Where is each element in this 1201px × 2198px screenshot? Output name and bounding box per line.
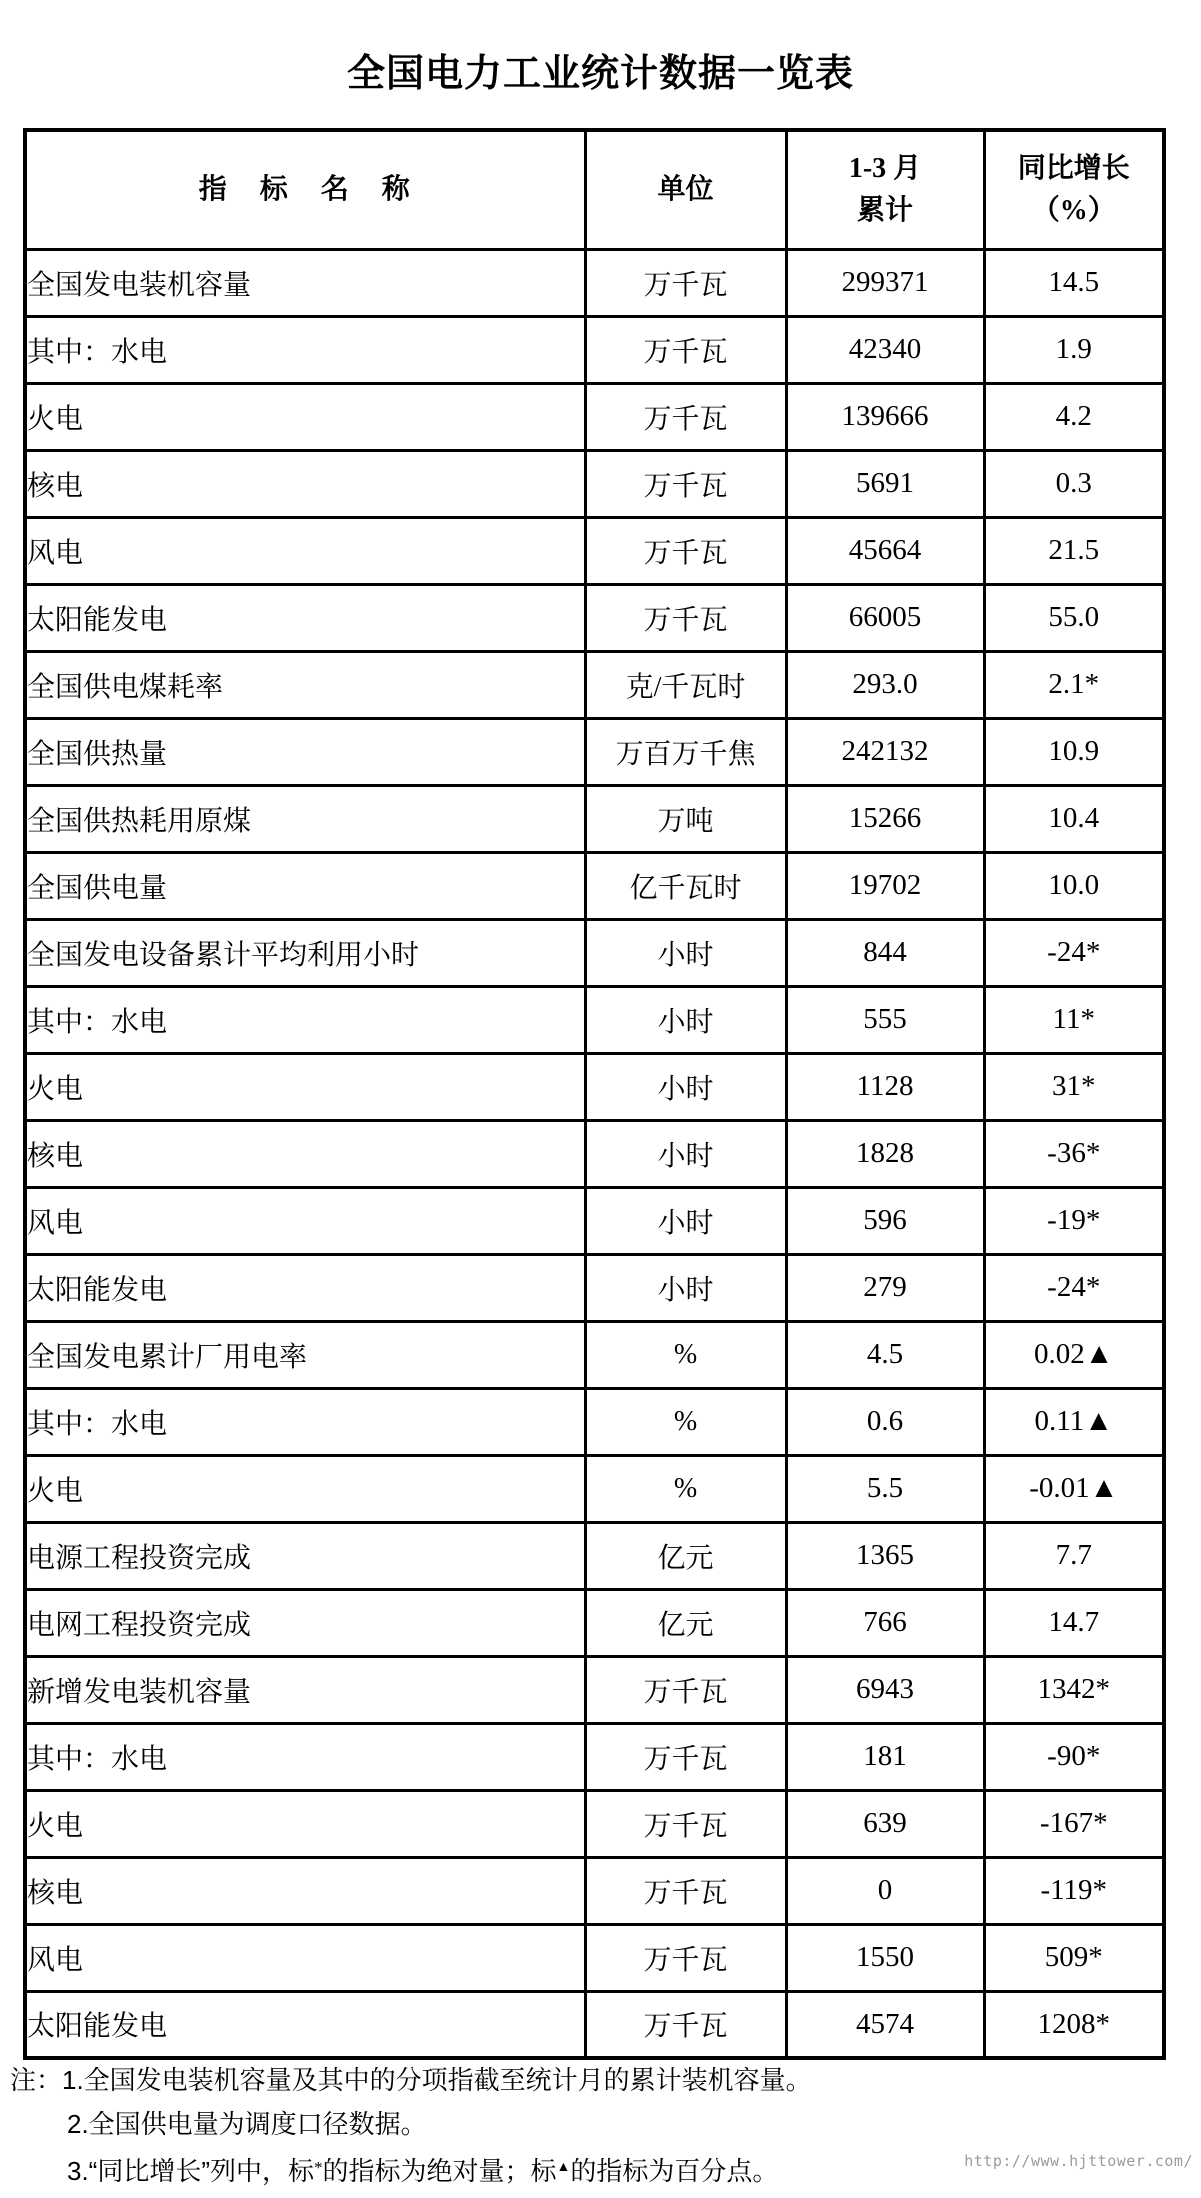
table-row <box>25 852 1164 919</box>
table-row <box>25 1455 1164 1522</box>
indicator-cell: 其中：水电 <box>25 316 585 383</box>
triangle-marker: ▲ <box>556 2160 571 2175</box>
indicator-cell: 全国发电装机容量 <box>25 249 585 316</box>
growth-cell: -24* <box>984 919 1164 986</box>
table-body <box>25 249 1164 2058</box>
indicator-cell: 全国发电累计厂用电率 <box>25 1321 585 1388</box>
value-cell: 181 <box>786 1723 984 1790</box>
indicator-cell: 其中：水电 <box>25 1388 585 1455</box>
value-cell: 1550 <box>786 1924 984 1991</box>
growth-cell: 7.7 <box>984 1522 1164 1589</box>
header-indicator-name: 指 标 名 称 <box>25 130 585 249</box>
value-cell: 596 <box>786 1187 984 1254</box>
unit-cell: % <box>585 1321 786 1388</box>
indicator-cell: 风电 <box>25 517 585 584</box>
header-period-line1: 1-3 月 <box>848 152 922 184</box>
growth-cell: 14.5 <box>984 249 1164 316</box>
indicator-cell: 火电 <box>25 383 585 450</box>
unit-cell: 万千瓦 <box>585 450 786 517</box>
growth-cell: 0.02▲ <box>984 1321 1164 1388</box>
value-cell: 844 <box>786 919 984 986</box>
growth-cell: 55.0 <box>984 584 1164 651</box>
table-row <box>25 718 1164 785</box>
notes-section <box>10 2058 1110 2190</box>
unit-cell: 万千瓦 <box>585 1790 786 1857</box>
note3-text: 的指标为绝对量；标 <box>322 2156 557 2186</box>
value-cell: 42340 <box>786 316 984 383</box>
growth-cell: 31* <box>984 1053 1164 1120</box>
indicator-cell: 全国供电量 <box>25 852 585 919</box>
unit-cell: 亿元 <box>585 1522 786 1589</box>
value-cell: 639 <box>786 1790 984 1857</box>
table-row <box>25 1589 1164 1656</box>
value-cell: 555 <box>786 986 984 1053</box>
table-row <box>25 986 1164 1053</box>
indicator-cell: 风电 <box>25 1924 585 1991</box>
growth-cell: 10.0 <box>984 852 1164 919</box>
indicator-cell: 核电 <box>25 1857 585 1924</box>
value-cell: 1128 <box>786 1053 984 1120</box>
table-row <box>25 383 1164 450</box>
growth-cell: 10.9 <box>984 718 1164 785</box>
unit-cell: 小时 <box>585 986 786 1053</box>
header-growth-line1: 同比增长 <box>1017 152 1130 184</box>
table-row <box>25 1053 1164 1120</box>
unit-cell: 万千瓦 <box>585 1924 786 1991</box>
growth-cell: 11* <box>984 986 1164 1053</box>
indicator-cell: 其中：水电 <box>25 986 585 1053</box>
growth-cell: -90* <box>984 1723 1164 1790</box>
indicator-cell: 太阳能发电 <box>25 1991 585 2058</box>
note-line-2: 2.全国供电量为调度口径数据。 <box>67 2109 427 2139</box>
indicator-cell: 全国供热耗用原煤 <box>25 785 585 852</box>
value-cell: 242132 <box>786 718 984 785</box>
growth-cell: 0.3 <box>984 450 1164 517</box>
indicator-cell: 电源工程投资完成 <box>25 1522 585 1589</box>
indicator-cell: 核电 <box>25 1120 585 1187</box>
value-cell: 766 <box>786 1589 984 1656</box>
growth-cell: -19* <box>984 1187 1164 1254</box>
note3-text: 的指标为百分点。 <box>570 2156 779 2186</box>
value-cell: 6943 <box>786 1656 984 1723</box>
table-row <box>25 1254 1164 1321</box>
table-row <box>25 584 1164 651</box>
table-row <box>25 316 1164 383</box>
table-row <box>25 1991 1164 2058</box>
table-row <box>25 1656 1164 1723</box>
indicator-cell: 全国发电设备累计平均利用小时 <box>25 919 585 986</box>
unit-cell: 万千瓦 <box>585 584 786 651</box>
header-period <box>786 130 984 249</box>
indicator-cell: 核电 <box>25 450 585 517</box>
value-cell: 1828 <box>786 1120 984 1187</box>
header-growth-line2: （%） <box>1031 194 1116 226</box>
growth-cell: 1.9 <box>984 316 1164 383</box>
indicator-cell: 电网工程投资完成 <box>25 1589 585 1656</box>
value-cell: 293.0 <box>786 651 984 718</box>
indicator-cell: 新增发电装机容量 <box>25 1656 585 1723</box>
growth-cell: -119* <box>984 1857 1164 1924</box>
table-row <box>25 450 1164 517</box>
header-period-line2: 累计 <box>856 194 913 226</box>
table-row <box>25 249 1164 316</box>
unit-cell: 小时 <box>585 1120 786 1187</box>
value-cell: 139666 <box>786 383 984 450</box>
unit-cell: 万千瓦 <box>585 316 786 383</box>
table-row <box>25 1388 1164 1455</box>
value-cell: 299371 <box>786 249 984 316</box>
value-cell: 0.6 <box>786 1388 984 1455</box>
value-cell: 15266 <box>786 785 984 852</box>
growth-cell: 509* <box>984 1924 1164 1991</box>
unit-cell: 亿元 <box>585 1589 786 1656</box>
growth-cell: 14.7 <box>984 1589 1164 1656</box>
note3-text: 3.“同比增长”列中，标 <box>67 2156 315 2186</box>
value-cell: 66005 <box>786 584 984 651</box>
page-title: 全国电力工业统计数据一览表 <box>346 53 854 95</box>
stats-table <box>23 128 1166 2060</box>
indicator-cell: 其中：水电 <box>25 1723 585 1790</box>
unit-cell: 万千瓦 <box>585 1723 786 1790</box>
table-header <box>25 130 1164 249</box>
header-row <box>25 130 1164 249</box>
table-row <box>25 919 1164 986</box>
growth-cell: 2.1* <box>984 651 1164 718</box>
unit-cell: 万百万千焦 <box>585 718 786 785</box>
indicator-cell: 全国供电煤耗率 <box>25 651 585 718</box>
indicator-cell: 火电 <box>25 1790 585 1857</box>
unit-cell: 万千瓦 <box>585 383 786 450</box>
table-row <box>25 1924 1164 1991</box>
table-row <box>25 1522 1164 1589</box>
unit-cell: 亿千瓦时 <box>585 852 786 919</box>
table-row <box>25 785 1164 852</box>
value-cell: 4574 <box>786 1991 984 2058</box>
table-row <box>25 1790 1164 1857</box>
unit-cell: 万千瓦 <box>585 1656 786 1723</box>
growth-cell: -167* <box>984 1790 1164 1857</box>
unit-cell: % <box>585 1388 786 1455</box>
growth-cell: -24* <box>984 1254 1164 1321</box>
unit-cell: 万千瓦 <box>585 517 786 584</box>
value-cell: 4.5 <box>786 1321 984 1388</box>
unit-cell: 小时 <box>585 1187 786 1254</box>
unit-cell: 万千瓦 <box>585 1991 786 2058</box>
table-row <box>25 1321 1164 1388</box>
value-cell: 1365 <box>786 1522 984 1589</box>
table-row <box>25 651 1164 718</box>
unit-cell: 万吨 <box>585 785 786 852</box>
unit-cell: 小时 <box>585 1053 786 1120</box>
table-row <box>25 1187 1164 1254</box>
asterisk-marker: * <box>314 2158 323 2177</box>
indicator-cell: 太阳能发电 <box>25 1254 585 1321</box>
unit-cell: 克/千瓦时 <box>585 651 786 718</box>
indicator-cell: 火电 <box>25 1053 585 1120</box>
growth-cell: 10.4 <box>984 785 1164 852</box>
growth-cell: 1208* <box>984 1991 1164 2058</box>
unit-cell: 小时 <box>585 919 786 986</box>
watermark-url: http://www.hjttower.com/ <box>964 2152 1193 2170</box>
table-row <box>25 1857 1164 1924</box>
indicator-cell: 火电 <box>25 1455 585 1522</box>
value-cell: 0 <box>786 1857 984 1924</box>
growth-cell: 4.2 <box>984 383 1164 450</box>
indicator-cell: 全国供热量 <box>25 718 585 785</box>
indicator-cell: 风电 <box>25 1187 585 1254</box>
growth-cell: 1342* <box>984 1656 1164 1723</box>
header-unit: 单位 <box>585 130 786 249</box>
growth-cell: 21.5 <box>984 517 1164 584</box>
note-line-3 <box>10 2146 1110 2190</box>
note-line-1: 注：1.全国发电装机容量及其中的分项指截至统计月的累计装机容量。 <box>10 2065 812 2095</box>
table-row <box>25 1723 1164 1790</box>
value-cell: 5.5 <box>786 1455 984 1522</box>
growth-cell: 0.11▲ <box>984 1388 1164 1455</box>
table-row <box>25 517 1164 584</box>
header-growth <box>984 130 1164 249</box>
indicator-cell: 太阳能发电 <box>25 584 585 651</box>
growth-cell: -0.01▲ <box>984 1455 1164 1522</box>
value-cell: 279 <box>786 1254 984 1321</box>
value-cell: 5691 <box>786 450 984 517</box>
unit-cell: % <box>585 1455 786 1522</box>
value-cell: 45664 <box>786 517 984 584</box>
table-row <box>25 1120 1164 1187</box>
growth-cell: -36* <box>984 1120 1164 1187</box>
unit-cell: 万千瓦 <box>585 1857 786 1924</box>
value-cell: 19702 <box>786 852 984 919</box>
unit-cell: 小时 <box>585 1254 786 1321</box>
unit-cell: 万千瓦 <box>585 249 786 316</box>
